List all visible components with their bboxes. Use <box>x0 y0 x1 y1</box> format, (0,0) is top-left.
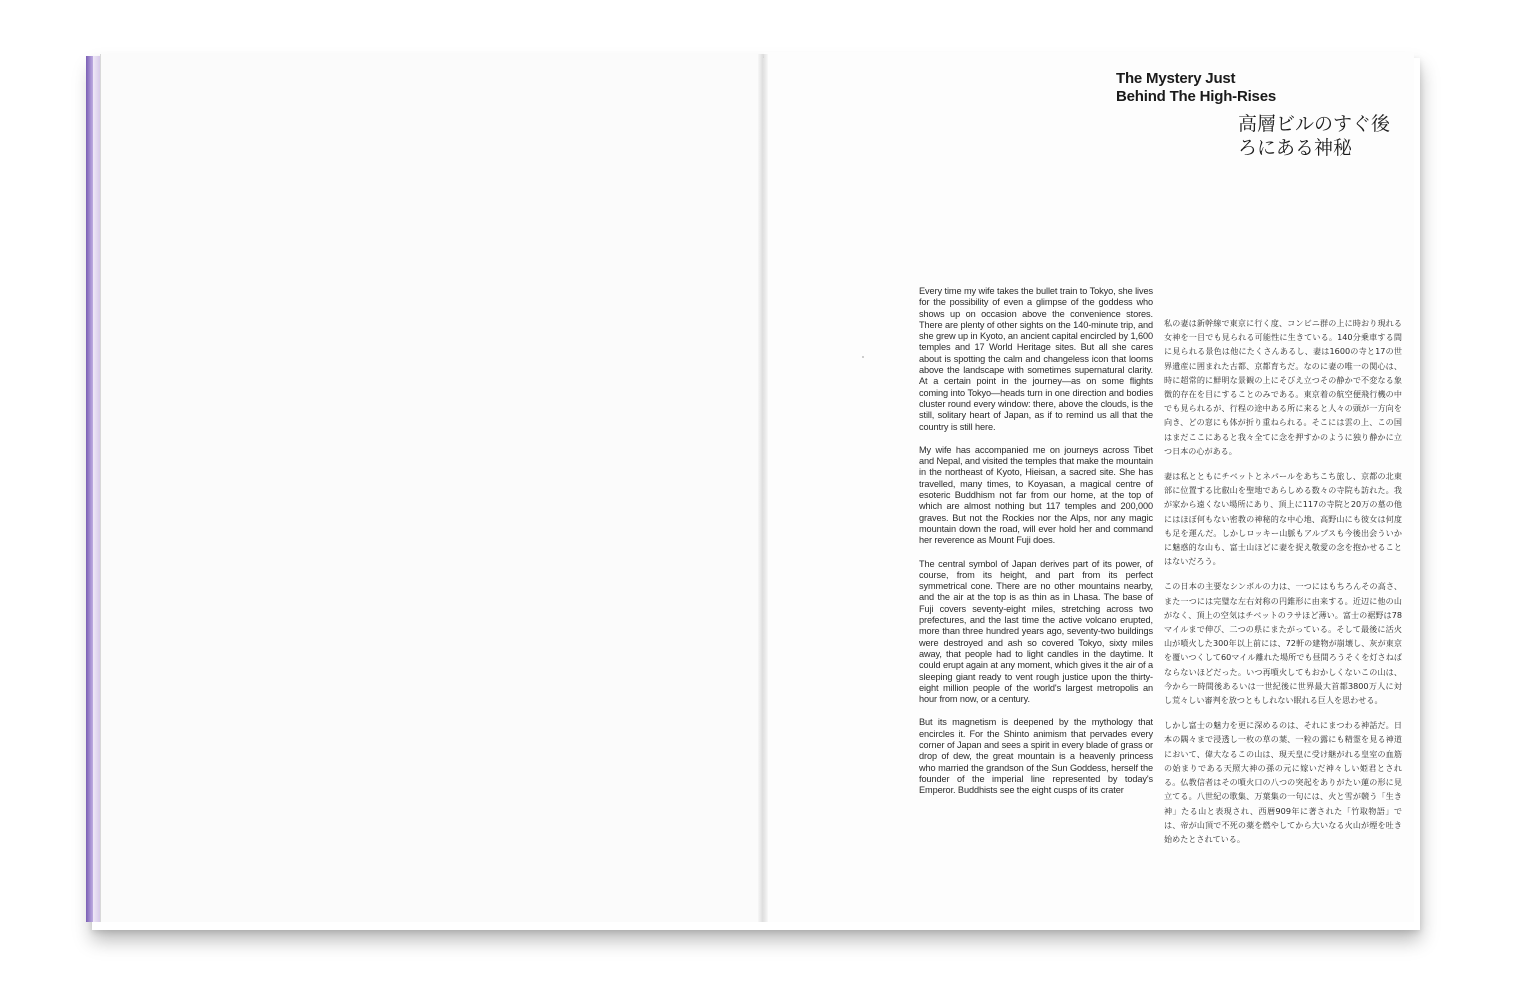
left-page <box>100 54 763 922</box>
article-title-japanese <box>1238 112 1414 160</box>
page-mark <box>862 356 864 358</box>
english-paragraph-3: The central symbol of Japan derives part of its power, of course, from its height, and part from its perfect symmetrical cone. There are no other mountains nearby, and the air at the top is as thin as in Lhasa. The base of Fuji covers seventy-eight miles, stretching across two prefectures, and the last time the active volcano erupted, more than three hundred years ago, seventy-two buildings were destroyed and ash so covered Tokyo, sixty miles away, that people had to light candles in the daytime. It could erupt again at any moment, which gives it the air of a sleeping giant ready to vent rough justice upon the thirty-eight million people of the world's largest metropolis an hour from now, or a century. <box>919 558 1153 705</box>
japanese-body-column <box>1164 316 1402 857</box>
japanese-paragraph-4: しかし富士の魅力を更に深めるのは、それにまつわる神話だ。日本の隅々まで浸透し一枚の草の葉、一粒の露にも精霊を見る神道において、偉大なるこの山は、現天皇に受け継がれる皇室の血筋の始まりである天照大神の孫の元に嫁いだ神々しい姫君とされる。仏教信者はその噴火口の八つの突起をありがたい蓮の形に見立てる。八世紀の歌集、万葉集の一句には、火と雪が競う「生き神」たる山と表現され、西暦909年に著された「竹取物語」では、帝が山頂で不死の薬を燃やしてから大いなる火山が煙を吐き始めたとされている。 <box>1164 720 1402 844</box>
title-english-line-1: The Mystery Just <box>1116 70 1236 87</box>
english-paragraph-2: My wife has accompanied me on journeys across Tibet and Nepal, and visited the temples that make the mountain in the northeast of Kyoto, Hieisan, a sacred site. She has travelled, many times, to Koyasan, a magical centre of esoteric Buddhism not far from our home, at the top of which are almost nothing but 117 temples and 200,000 graves. But not the Rockies nor the Alps, nor any magic mountain down the road, will ever hold her and command her reverence as Mount Fuji does. <box>919 444 1153 546</box>
english-paragraph-1: Every time my wife takes the bullet train to Tokyo, she lives for the possibility of even a glimpse of the goddess who shows up on occasion above the convenience stores. There are plenty of other sights on the 140-minute trip, and she grew up in Kyoto, an ancient capital encircled by 1,600 temples and 17 World Heritage sites. But all she cares about is spotting the calm and changeless icon that looms above the landscape with sometimes supernatural clarity. At a certain point in the journey—as on some flights coming into Tokyo—heads turn in one direction and bodies cluster round every window: there, above the clouds, is the still, solitary heart of Japan, as if to remind us all that the country is still here. <box>919 286 1153 432</box>
japanese-paragraph-2: 妻は私とともにチベットとネパールをあちこち旅し、京都の北東部に位置する比叡山を聖地であらしめる数々の寺院も訪れた。我が家から遠くない場所にあり、頂上に117の寺院と20万の墓の他にはほぼ何もない密教の神秘的な中心地、高野山にも彼女は何度も足を運んだ。しかしロッキー山脈もアルプスも今後出会ういかに魅惑的な山も、富士山ほどに妻を捉え敬愛の念を抱かせることはないだろう。 <box>1164 471 1402 567</box>
title-japanese-line-1: 高層ビルのすぐ後 <box>1238 113 1391 135</box>
title-english-line-2: Behind The High-Rises <box>1116 88 1276 105</box>
title-japanese-line-2: ろにある神秘 <box>1238 137 1353 159</box>
japanese-paragraph-1: 私の妻は新幹線で東京に行く度、コンビニ群の上に時おり現れる女神を一目でも見られる可能性に生きている。140分乗車する間に見られる景色は他にたくさんあるし、妻は1600の寺と17の世界遺産に囲まれた古都、京都育ちだ。なのに妻の唯一の関心は、時に超常的に鮮明な景観の上にそびえ立つその静かで不変なる象徴的存在を目にすることのみである。東京着の航空便飛行機の中でも見られるが、行程の途中ある所に来ると人々の頭が一方向を向き、どの窓にも体が折り重ねられる。そこには雲の上、この国はまだここにあると我々全てに念を押すかのように独り静かに立つ日本の心がある。 <box>1164 318 1402 456</box>
article-title-english <box>1116 70 1376 106</box>
japanese-paragraph-3: この日本の主要なシンボルの力は、一つにはもちろんその高さ、また一つには完璧な左右対称の円錐形に由来する。近辺に他の山がなく、頂上の空気はチベットのラサほど薄い。富士の裾野は78マイルまで伸び、二つの県にまたがっている。そして最後に活火山が噴火した300年以上前には、72軒の建物が崩壊し、灰が東京を覆いつくして60マイル離れた場所でも昼間ろうそくを灯さねばならないほどだった。いつ再噴火してもおかしくないこの山は、今から一時間後あるいは一世紀後に世界最大首都3800万人に対し荒々しい審判を放つともしれない眠れる巨人を思わせる。 <box>1164 581 1402 706</box>
book-gutter <box>758 54 768 922</box>
english-body-column <box>919 286 1153 808</box>
page-edge-stack-inner <box>93 56 100 922</box>
english-paragraph-4: But its magnetism is deepened by the mythology that encircles it. For the Shinto animism that pervades every corner of Japan and sees a spirit in every blade of grass or drop of dew, the great mountain is a heavenly princess who married the grandson of the Sun Goddess, herself the founder of the imperial line represented by today's Emperor. Buddhists see the eight cusps of its crater <box>919 717 1153 796</box>
